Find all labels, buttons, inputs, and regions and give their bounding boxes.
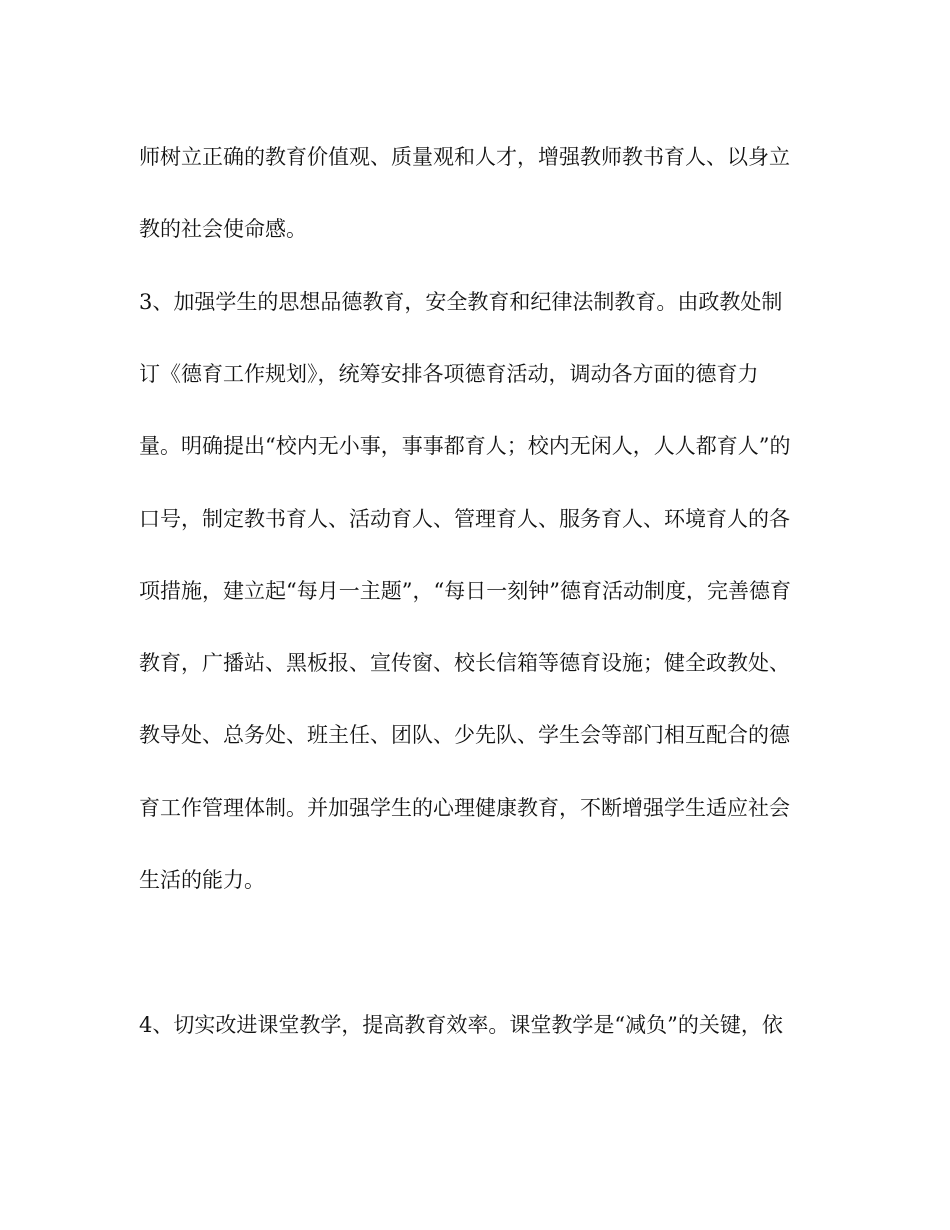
text-line: 教导处、总务处、班主任、团队、少先队、学生会等部门相互配合的德 <box>139 723 790 747</box>
text-line: 口号，制定教书育人、活动育人、管理育人、服务育人、环境育人的各 <box>139 507 790 531</box>
text-line: 生活的能力。 <box>139 868 265 892</box>
text-line: 量。明确提出“校内无小事，事事都育人；校内无闲人，人人都育人”的 <box>139 434 791 458</box>
text-line: 师树立正确的教育价值观、质量观和人才，增强教师教书育人、以身立 <box>139 145 790 169</box>
text-line: 4、切实改进课堂教学，提高教育效率。课堂教学是“减负”的关键，依 <box>139 1013 783 1037</box>
text-line: 订《德育工作规划》，统筹安排各项德育活动，调动各方面的德育力 <box>139 362 759 386</box>
text-line: 3、加强学生的思想品德教育，安全教育和纪律法制教育。由政教处制 <box>139 290 783 314</box>
text-line: 育工作管理体制。并加强学生的心理健康教育，不断增强学生适应社会 <box>139 796 790 820</box>
text-line: 教育，广播站、黑板报、宣传窗、校长信箱等德育设施；健全政教处、 <box>139 651 790 675</box>
text-line: 项措施，建立起“每月一主题”，“每日一刻钟”德育活动制度，完善德育 <box>139 579 791 603</box>
text-line: 教的社会使命感。 <box>139 217 307 241</box>
